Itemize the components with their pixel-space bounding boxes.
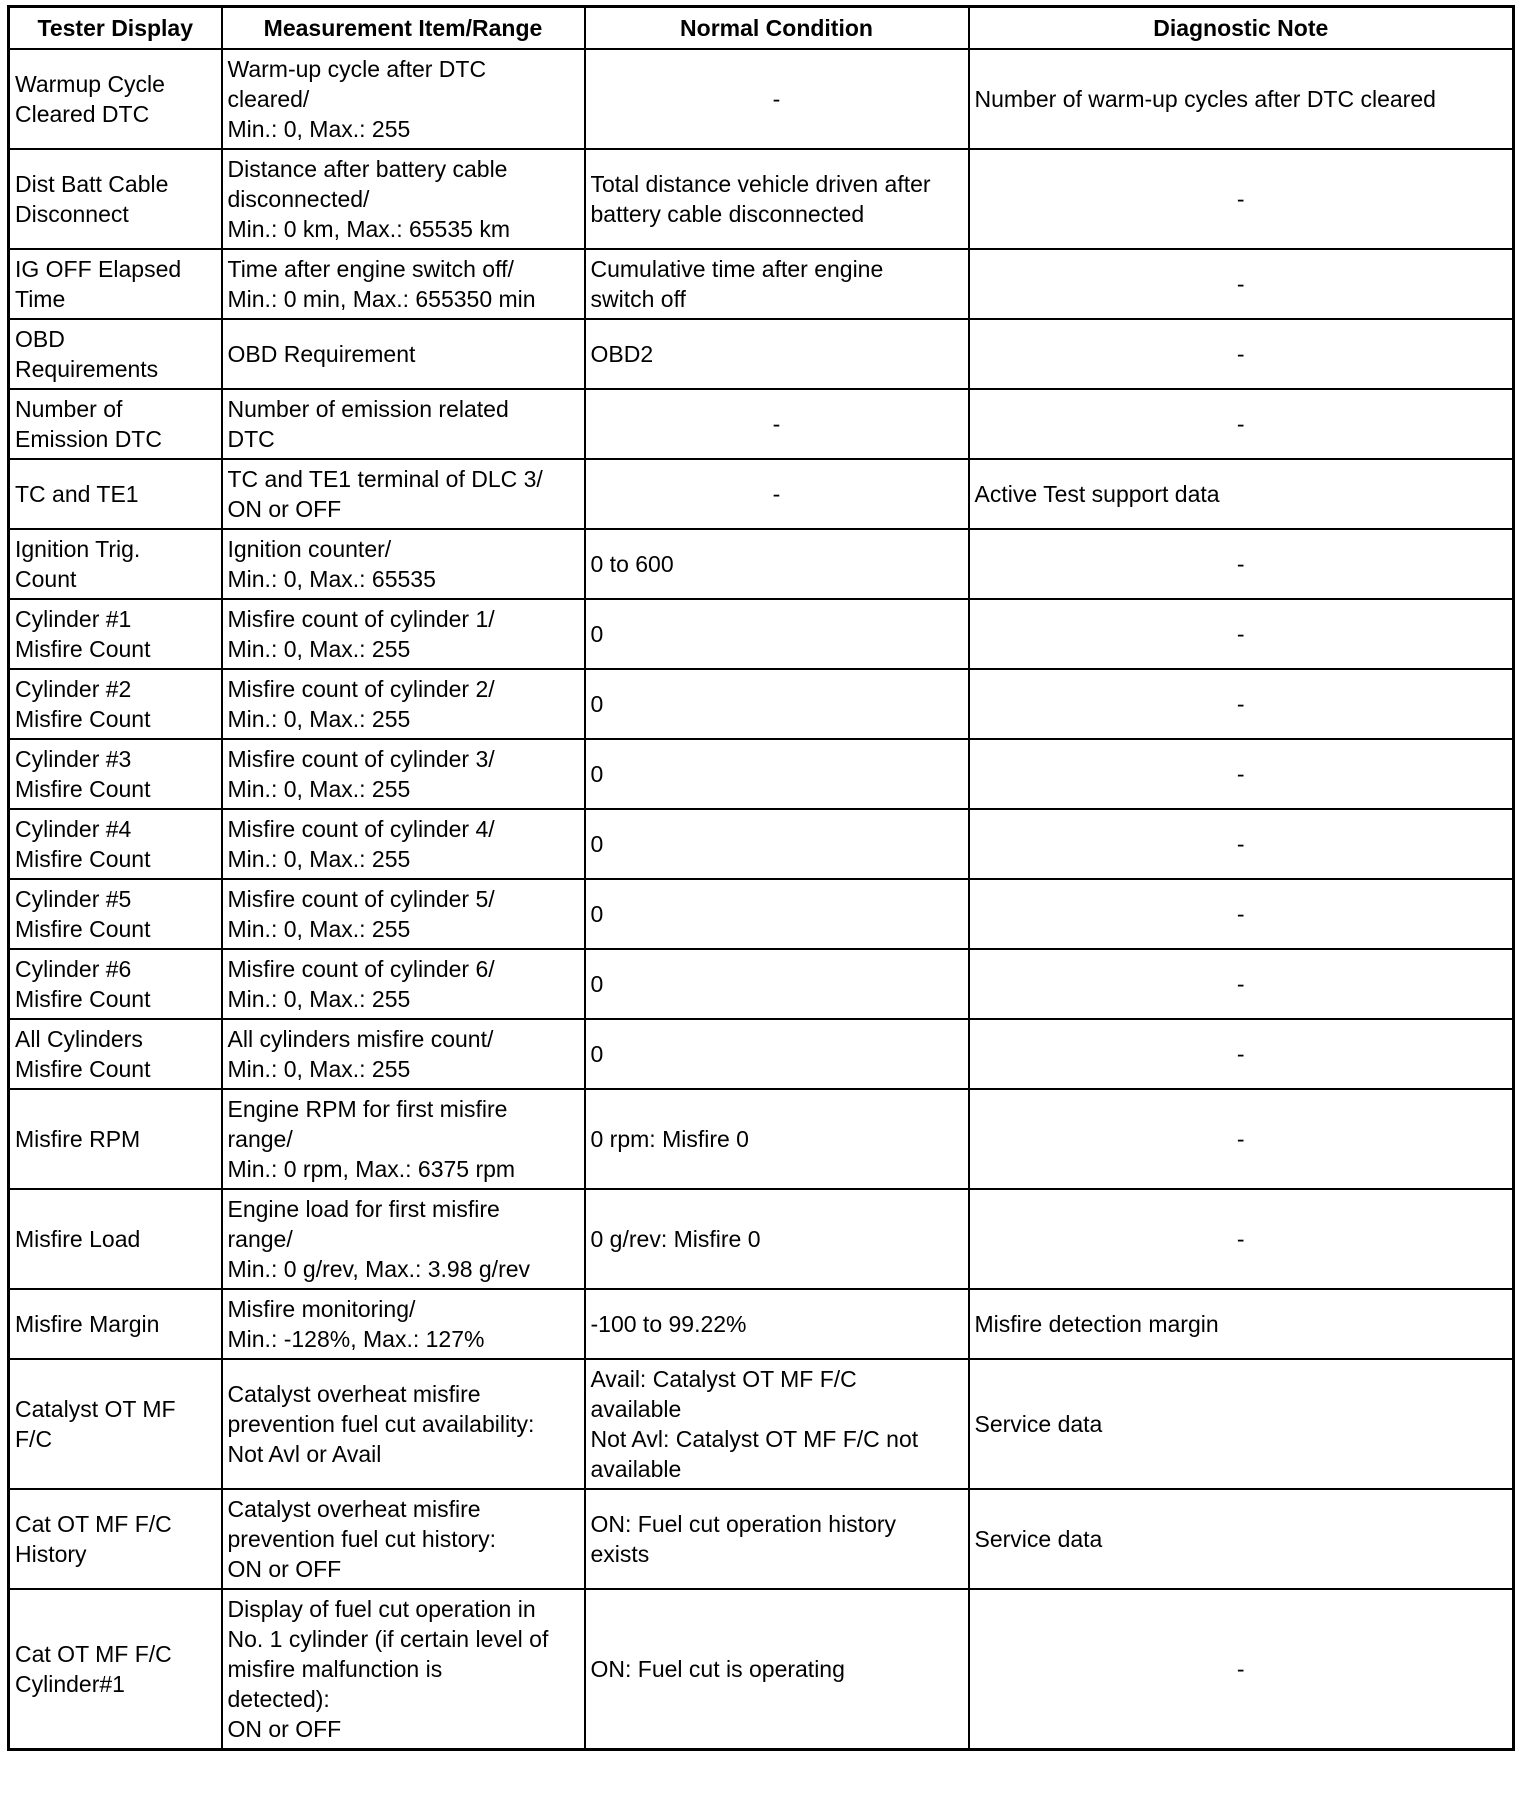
measurement-item-cell: All cylinders misfire count/ Min.: 0, Max.: 255: [222, 1019, 585, 1089]
normal-condition-cell: 0: [585, 1019, 969, 1089]
table-row: [9, 389, 1514, 459]
table-row: [9, 249, 1514, 319]
normal-condition-cell: 0 to 600: [585, 529, 969, 599]
tester-display-cell: Warmup Cycle Cleared DTC: [9, 49, 222, 149]
measurement-item-cell: OBD Requirement: [222, 319, 585, 389]
diagnostic-note-cell: -: [969, 149, 1514, 249]
diagnostic-note-cell: -: [969, 249, 1514, 319]
table-row: [9, 319, 1514, 389]
diagnostic-note-cell: -: [969, 1019, 1514, 1089]
measurement-item-cell: Misfire count of cylinder 3/ Min.: 0, Max.: 255: [222, 739, 585, 809]
tester-display-cell: Catalyst OT MF F/C: [9, 1359, 222, 1489]
measurement-item-cell: Engine load for first misfire range/ Min.: 0 g/rev, Max.: 3.98 g/rev: [222, 1189, 585, 1289]
diagnostic-note-cell: -: [969, 1589, 1514, 1750]
normal-condition-cell: ON: Fuel cut operation history exists: [585, 1489, 969, 1589]
tester-display-cell: Number of Emission DTC: [9, 389, 222, 459]
table-row: [9, 149, 1514, 249]
tester-display-cell: Dist Batt Cable Disconnect: [9, 149, 222, 249]
diagnostic-note-cell: -: [969, 599, 1514, 669]
diagnostic-note-cell: -: [969, 319, 1514, 389]
measurement-item-cell: Misfire count of cylinder 1/ Min.: 0, Max.: 255: [222, 599, 585, 669]
tester-display-cell: OBD Requirements: [9, 319, 222, 389]
diagnostic-note-cell: Active Test support data: [969, 459, 1514, 529]
measurement-item-cell: TC and TE1 terminal of DLC 3/ ON or OFF: [222, 459, 585, 529]
diagnostic-note-cell: -: [969, 809, 1514, 879]
normal-condition-cell: 0: [585, 739, 969, 809]
tester-display-cell: Cylinder #4 Misfire Count: [9, 809, 222, 879]
normal-condition-cell: ON: Fuel cut is operating: [585, 1589, 969, 1750]
normal-condition-cell: OBD2: [585, 319, 969, 389]
diagnostic-note-cell: Number of warm-up cycles after DTC cleared: [969, 49, 1514, 149]
diagnostic-note-cell: -: [969, 1089, 1514, 1189]
normal-condition-cell: 0 rpm: Misfire 0: [585, 1089, 969, 1189]
tester-display-cell: TC and TE1: [9, 459, 222, 529]
diagnostic-note-cell: -: [969, 529, 1514, 599]
measurement-item-cell: Misfire count of cylinder 6/ Min.: 0, Max.: 255: [222, 949, 585, 1019]
tester-display-cell: Misfire Load: [9, 1189, 222, 1289]
measurement-item-cell: Misfire monitoring/ Min.: -128%, Max.: 127%: [222, 1289, 585, 1359]
measurement-item-cell: Catalyst overheat misfire prevention fuel cut history: ON or OFF: [222, 1489, 585, 1589]
table-row: [9, 1289, 1514, 1359]
normal-condition-cell: 0: [585, 809, 969, 879]
table-row: [9, 529, 1514, 599]
normal-condition-cell: -100 to 99.22%: [585, 1289, 969, 1359]
table-header-row: [9, 7, 1514, 50]
normal-condition-cell: Total distance vehicle driven after battery cable disconnected: [585, 149, 969, 249]
diagnostic-note-cell: -: [969, 389, 1514, 459]
measurement-item-cell: Time after engine switch off/ Min.: 0 min, Max.: 655350 min: [222, 249, 585, 319]
table-row: [9, 949, 1514, 1019]
tester-display-cell: Cat OT MF F/C History: [9, 1489, 222, 1589]
normal-condition-cell: 0 g/rev: Misfire 0: [585, 1189, 969, 1289]
measurement-item-cell: Ignition counter/ Min.: 0, Max.: 65535: [222, 529, 585, 599]
normal-condition-cell: Avail: Catalyst OT MF F/C available Not Avl: Catalyst OT MF F/C not available: [585, 1359, 969, 1489]
table-row: [9, 1359, 1514, 1489]
table-row: [9, 669, 1514, 739]
diagnostic-note-cell: Misfire detection margin: [969, 1289, 1514, 1359]
tester-display-cell: Cat OT MF F/C Cylinder#1: [9, 1589, 222, 1750]
tester-display-cell: Cylinder #2 Misfire Count: [9, 669, 222, 739]
measurement-item-cell: Warm-up cycle after DTC cleared/ Min.: 0, Max.: 255: [222, 49, 585, 149]
diagnostic-note-cell: -: [969, 879, 1514, 949]
header-tester-display: Tester Display: [9, 7, 222, 50]
normal-condition-cell: Cumulative time after engine switch off: [585, 249, 969, 319]
normal-condition-cell: -: [585, 459, 969, 529]
table-row: [9, 1189, 1514, 1289]
table-row: [9, 879, 1514, 949]
diagnostic-note-cell: Service data: [969, 1489, 1514, 1589]
table-row: [9, 49, 1514, 149]
diagnostic-note-cell: Service data: [969, 1359, 1514, 1489]
tester-display-cell: Misfire Margin: [9, 1289, 222, 1359]
tester-display-cell: Ignition Trig. Count: [9, 529, 222, 599]
table-row: [9, 739, 1514, 809]
tester-display-cell: All Cylinders Misfire Count: [9, 1019, 222, 1089]
normal-condition-cell: -: [585, 49, 969, 149]
diagnostic-note-cell: -: [969, 669, 1514, 739]
normal-condition-cell: 0: [585, 599, 969, 669]
tester-display-cell: Misfire RPM: [9, 1089, 222, 1189]
table-row: [9, 809, 1514, 879]
header-diagnostic-note: Diagnostic Note: [969, 7, 1514, 50]
measurement-item-cell: Display of fuel cut operation in No. 1 cylinder (if certain level of misfire malfunction is detected): ON or OFF: [222, 1589, 585, 1750]
tester-display-cell: Cylinder #5 Misfire Count: [9, 879, 222, 949]
measurement-item-cell: Misfire count of cylinder 5/ Min.: 0, Max.: 255: [222, 879, 585, 949]
normal-condition-cell: -: [585, 389, 969, 459]
diagnostic-note-cell: -: [969, 739, 1514, 809]
tester-display-cell: Cylinder #6 Misfire Count: [9, 949, 222, 1019]
table-body: [9, 49, 1514, 1750]
header-measurement-item: Measurement Item/Range: [222, 7, 585, 50]
measurement-item-cell: Number of emission related DTC: [222, 389, 585, 459]
table-row: [9, 459, 1514, 529]
table-row: [9, 1019, 1514, 1089]
tester-display-cell: IG OFF Elapsed Time: [9, 249, 222, 319]
document-page: [7, 5, 1512, 1751]
diagnostic-note-cell: -: [969, 949, 1514, 1019]
table-row: [9, 1089, 1514, 1189]
tester-display-cell: Cylinder #3 Misfire Count: [9, 739, 222, 809]
normal-condition-cell: 0: [585, 949, 969, 1019]
measurement-item-cell: Misfire count of cylinder 2/ Min.: 0, Max.: 255: [222, 669, 585, 739]
table-row: [9, 1489, 1514, 1589]
diagnostic-note-cell: -: [969, 1189, 1514, 1289]
header-normal-condition: Normal Condition: [585, 7, 969, 50]
table-row: [9, 1589, 1514, 1750]
tester-display-cell: Cylinder #1 Misfire Count: [9, 599, 222, 669]
normal-condition-cell: 0: [585, 669, 969, 739]
measurement-item-cell: Distance after battery cable disconnected/ Min.: 0 km, Max.: 65535 km: [222, 149, 585, 249]
tester-data-table: [7, 5, 1515, 1751]
measurement-item-cell: Engine RPM for first misfire range/ Min.: 0 rpm, Max.: 6375 rpm: [222, 1089, 585, 1189]
normal-condition-cell: 0: [585, 879, 969, 949]
measurement-item-cell: Catalyst overheat misfire prevention fuel cut availability: Not Avl or Avail: [222, 1359, 585, 1489]
measurement-item-cell: Misfire count of cylinder 4/ Min.: 0, Max.: 255: [222, 809, 585, 879]
table-row: [9, 599, 1514, 669]
